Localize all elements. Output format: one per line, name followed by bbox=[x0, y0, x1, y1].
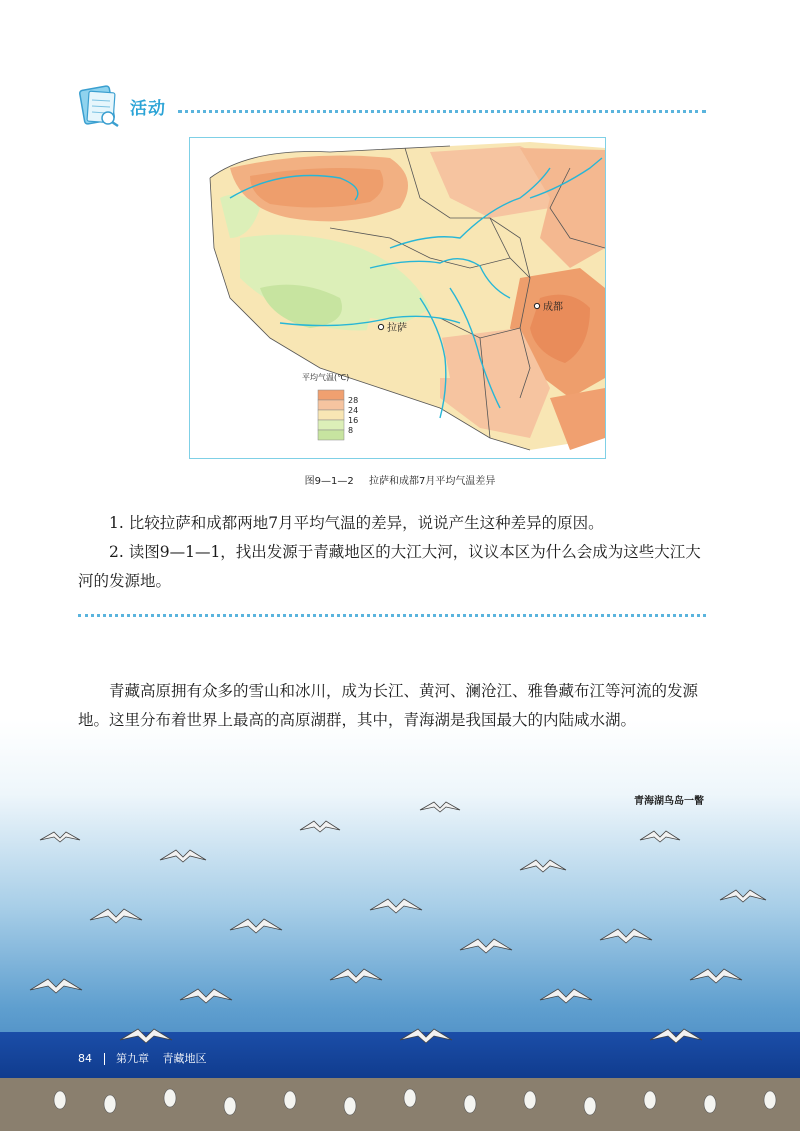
legend-tick-8: 8 bbox=[348, 426, 354, 435]
legend-tick-24: 24 bbox=[348, 406, 359, 415]
figure-caption bbox=[0, 472, 800, 487]
chapter-label: 第九章 bbox=[116, 1052, 149, 1065]
body-paragraph: 青藏高原拥有众多的雪山和冰川，成为长江、黄河、澜沧江、雅鲁藏布江等河流的发源地。这里分布着世界上最高的高原湖群，其中，青海湖是我国最大的内陆咸水湖。 bbox=[78, 682, 699, 729]
city-lhasa: 拉萨 bbox=[387, 323, 407, 334]
notebook-icon bbox=[76, 84, 122, 128]
bird-island-photo bbox=[0, 720, 800, 1131]
page-number: 84 bbox=[78, 1052, 92, 1065]
footer-separator bbox=[104, 1053, 105, 1065]
legend-tick-16: 16 bbox=[348, 416, 359, 425]
legend-title: 平均气温(℃) bbox=[302, 373, 350, 382]
figure-title: 拉萨和成都7月平均气温差异 bbox=[368, 476, 496, 487]
temperature-map bbox=[189, 137, 606, 459]
legend-tick-28: 28 bbox=[348, 396, 359, 405]
divider-bottom bbox=[78, 614, 706, 617]
city-chengdu: 成都 bbox=[543, 302, 563, 313]
divider-top bbox=[178, 110, 706, 113]
page-footer bbox=[78, 1050, 207, 1066]
question-1: 1. 比较拉萨和成都两地7月平均气温的差异，说说产生这种差异的原因。 bbox=[109, 514, 604, 532]
activity-label: 活动 bbox=[130, 99, 166, 119]
figure-number: 图9—1—2 bbox=[304, 476, 354, 487]
section-label: 青藏地区 bbox=[162, 1052, 207, 1065]
question-2: 2. 读图9—1—1，找出发源于青藏地区的大江大河，议议本区为什么会成为这些大江大河的发源地。 bbox=[78, 543, 701, 590]
photo-caption: 青海湖鸟岛一瞥 bbox=[634, 796, 704, 807]
